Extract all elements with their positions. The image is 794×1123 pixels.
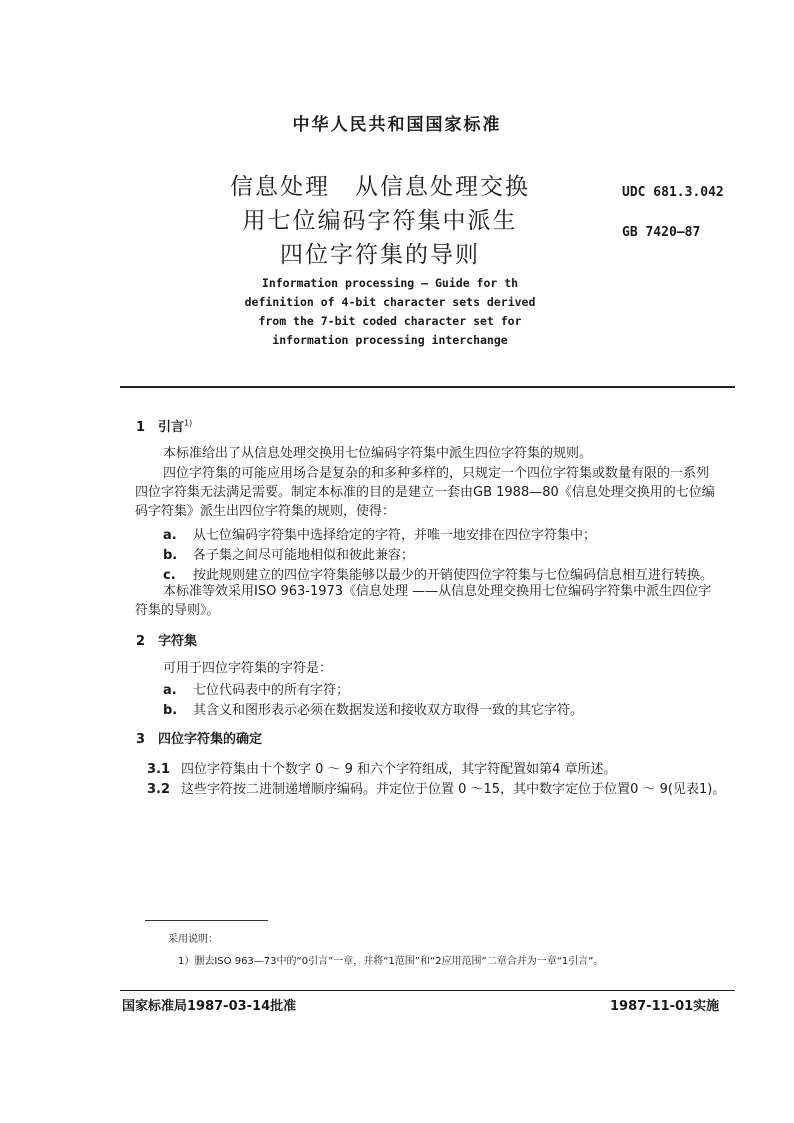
list-text: 按此规则建立的四位字符集能够以最少的开销使四位字符集与七位编码信息相互进行转换。 xyxy=(193,568,714,583)
list-label: a. xyxy=(163,528,177,543)
list-label: c. xyxy=(163,568,176,583)
text-line: 四位字符集的可能应用场合是复杂的和多种多样的，只规定一个四位字符集或数量有限的一系列 xyxy=(163,466,710,481)
gb-number: GB 7420—87 xyxy=(622,225,701,240)
paragraph xyxy=(135,464,745,521)
approval-line: 国家标准局1987-03-14批准 xyxy=(122,999,297,1014)
title-cn-line-1: 信息处理 从信息处理交换 xyxy=(230,174,530,200)
section-1-heading xyxy=(136,416,192,435)
list-text: 七位代码表中的所有字符； xyxy=(193,683,350,698)
paragraph: 可用于四位字符集的字符是： xyxy=(163,661,333,676)
footnote-text: 1）删去ISO 963—73中的“0引言”一章，并将“1范围”和“2应用范围”二章合并为一章“1引言”。 xyxy=(178,956,604,967)
section-number: 3 xyxy=(136,732,146,747)
list-item xyxy=(163,524,596,543)
list-text: 各子集之间尽可能地相似和彼此兼容； xyxy=(193,548,415,563)
list-item xyxy=(163,544,414,563)
title-en-line-1: Information processing — Guide for th xyxy=(261,276,519,290)
list-label: b. xyxy=(163,703,178,718)
section-number: 2 xyxy=(136,634,146,649)
title-en-line-3: from the 7-bit coded character set for xyxy=(258,314,522,328)
title-en-line-2: definition of 4-bit character sets derived xyxy=(244,295,536,309)
list-label: a. xyxy=(163,683,177,698)
list-label: b. xyxy=(163,548,178,563)
header-divider xyxy=(120,386,735,388)
paragraph: 本标准给出了从信息处理交换用七位编码字符集中派生四位字符集的规则。 xyxy=(163,446,593,461)
title-en xyxy=(180,274,600,350)
title-cn-line-2: 用七位编码字符集中派生 xyxy=(242,208,518,234)
subsection-number: 3.2 xyxy=(147,782,171,797)
section-2-heading xyxy=(136,630,197,649)
title-cn-line-3: 四位字符集的导则 xyxy=(280,242,480,268)
effective-date: 1987-11-01实施 xyxy=(610,999,720,1014)
section-3-heading xyxy=(136,728,262,747)
text-line: 码字符集》派生出四位字符集的规则，使得： xyxy=(135,504,396,519)
title-en-line-4: information processing interchange xyxy=(272,333,508,347)
list-item xyxy=(163,679,349,698)
section-title: 四位字符集的确定 xyxy=(158,732,263,747)
udc-code: UDC 681.3.042 xyxy=(622,185,724,200)
section-title: 引言 xyxy=(158,420,185,435)
footnote-divider xyxy=(145,920,268,921)
section-number: 1 xyxy=(136,420,146,435)
list-text: 从七位编码字符集中选择给定的字符，并唯一地安排在四位字符集中； xyxy=(193,528,597,543)
section-title: 字符集 xyxy=(158,634,198,649)
subsection-text: 四位字符集由十个数字 0 ～ 9 和六个字符组成，其字符配置如第4 章所述。 xyxy=(181,762,617,777)
footer-divider xyxy=(120,990,735,991)
subsection-3-1 xyxy=(147,758,616,777)
text-line: 四位字符集无法满足需要。制定本标准的目的是建立一套由GB 1988—80《信息处理交换用的七位编 xyxy=(135,485,715,500)
subsection-text: 这些字符按二进制递增顺序编码。并定位于位置 0 ～15，其中数字定位于位置0 ～ 9(见表1)。 xyxy=(181,782,726,797)
subsection-number: 3.1 xyxy=(147,762,171,777)
footnote-marker: 1) xyxy=(184,418,193,428)
list-text: 其含义和图形表示必须在数据发送和接收双方取得一致的其它字符。 xyxy=(193,703,584,718)
text-line: 符集的导则》。 xyxy=(135,603,220,618)
standard-org-title: 中华人民共和国国家标准 xyxy=(292,115,502,135)
footnote-title: 采用说明： xyxy=(168,934,218,945)
paragraph xyxy=(135,582,745,620)
text-line: 本标准等效采用ISO 963-1973《信息处理 ——从信息处理交换用七位编码字符集中派生四位字 xyxy=(163,584,712,599)
list-item xyxy=(163,699,583,718)
subsection-3-2 xyxy=(147,778,725,797)
list-item xyxy=(163,564,713,583)
